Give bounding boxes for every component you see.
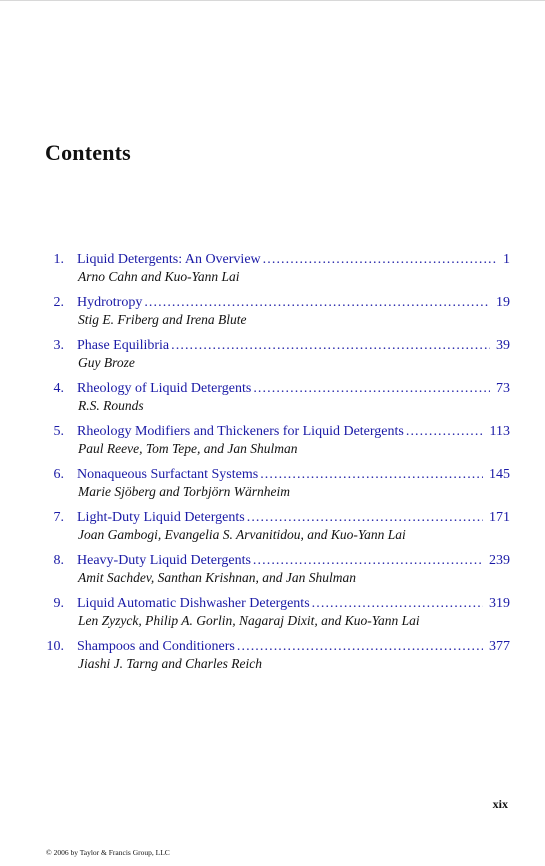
page-title: Contents: [45, 140, 131, 165]
chapter-title[interactable]: Rheology of Liquid Detergents: [77, 381, 252, 396]
toc-entry: [40, 252, 510, 295]
chapter-title[interactable]: Shampoos and Conditioners: [77, 639, 235, 654]
chapter-page-number[interactable]: 319: [489, 596, 510, 611]
chapter-authors: Arno Cahn and Kuo-Yann Lai: [78, 269, 240, 284]
page-folio: xix: [492, 797, 508, 811]
chapter-number: 7.: [53, 510, 64, 525]
chapter-title[interactable]: Light-Duty Liquid Detergents: [77, 510, 245, 525]
chapter-link[interactable]: [77, 510, 510, 526]
chapter-authors: Len Zyzyck, Philip A. Gorlin, Nagaraj Dixit, and Kuo-Yann Lai: [78, 613, 420, 628]
toc-entry: [40, 639, 510, 682]
toc-entry: [40, 510, 510, 553]
chapter-title[interactable]: Hydrotropy: [77, 295, 143, 310]
chapter-title[interactable]: Heavy-Duty Liquid Detergents: [77, 553, 251, 568]
chapter-number: 9.: [53, 596, 64, 611]
chapter-number: 1.: [53, 252, 64, 267]
chapter-link[interactable]: [77, 639, 510, 655]
chapter-link[interactable]: [77, 338, 510, 354]
top-rule: [0, 0, 545, 1]
dot-leader: [253, 553, 483, 569]
chapter-title[interactable]: Phase Equilibria: [77, 338, 170, 353]
chapter-title[interactable]: Rheology Modifiers and Thickeners for Liquid Detergents: [77, 424, 404, 439]
toc-entry: [40, 381, 510, 424]
chapter-authors: Amit Sachdev, Santhan Krishnan, and Jan Shulman: [78, 570, 356, 585]
chapter-page-number[interactable]: 377: [489, 639, 510, 654]
toc-entry: [40, 596, 510, 639]
chapter-title[interactable]: Nonaqueous Surfactant Systems: [77, 467, 259, 482]
chapter-number: 2.: [53, 295, 64, 310]
table-of-contents: [40, 252, 510, 682]
toc-entry: [40, 338, 510, 381]
chapter-link[interactable]: [77, 252, 510, 268]
chapter-page-number[interactable]: 113: [489, 424, 510, 439]
chapter-number: 3.: [53, 338, 64, 353]
chapter-page-number[interactable]: 145: [489, 467, 510, 482]
chapter-link[interactable]: [77, 596, 510, 612]
chapter-authors: Paul Reeve, Tom Tepe, and Jan Shulman: [78, 441, 298, 456]
chapter-link[interactable]: [77, 295, 510, 311]
dot-leader: [253, 381, 490, 397]
chapter-number: 6.: [53, 467, 64, 482]
chapter-link[interactable]: [77, 424, 510, 440]
chapter-page-number[interactable]: 239: [489, 553, 510, 568]
toc-entry: [40, 424, 510, 467]
chapter-link[interactable]: [77, 381, 510, 397]
toc-entry: [40, 295, 510, 338]
chapter-page-number[interactable]: 1: [503, 252, 510, 267]
chapter-page-number[interactable]: 39: [496, 338, 510, 353]
chapter-title[interactable]: Liquid Detergents: An Overview: [77, 252, 261, 267]
chapter-number: 8.: [53, 553, 64, 568]
dot-leader: [247, 510, 483, 526]
chapter-link[interactable]: [77, 467, 510, 483]
chapter-number: 4.: [53, 381, 64, 396]
chapter-authors: R.S. Rounds: [78, 398, 144, 413]
chapter-title[interactable]: Liquid Automatic Dishwasher Detergents: [77, 596, 310, 611]
dot-leader: [171, 338, 490, 354]
chapter-authors: Jiashi J. Tarng and Charles Reich: [78, 656, 262, 671]
dot-leader: [312, 596, 483, 612]
chapter-page-number[interactable]: 73: [496, 381, 510, 396]
copyright-notice: © 2006 by Taylor & Francis Group, LLC: [46, 848, 170, 857]
chapter-authors: Stig E. Friberg and Irena Blute: [78, 312, 247, 327]
toc-entry: [40, 553, 510, 596]
dot-leader: [406, 424, 484, 440]
dot-leader: [260, 467, 483, 483]
dot-leader: [144, 295, 490, 311]
chapter-number: 10.: [46, 639, 64, 654]
chapter-authors: Guy Broze: [78, 355, 135, 370]
chapter-page-number[interactable]: 19: [496, 295, 510, 310]
chapter-link[interactable]: [77, 553, 510, 569]
chapter-number: 5.: [53, 424, 64, 439]
chapter-authors: Marie Sjöberg and Torbjörn Wärnheim: [78, 484, 291, 499]
dot-leader: [263, 252, 497, 268]
chapter-page-number[interactable]: 171: [489, 510, 510, 525]
chapter-authors: Joan Gambogi, Evangelia S. Arvanitidou, and Kuo-Yann Lai: [78, 527, 406, 542]
dot-leader: [237, 639, 483, 655]
toc-entry: [40, 467, 510, 510]
